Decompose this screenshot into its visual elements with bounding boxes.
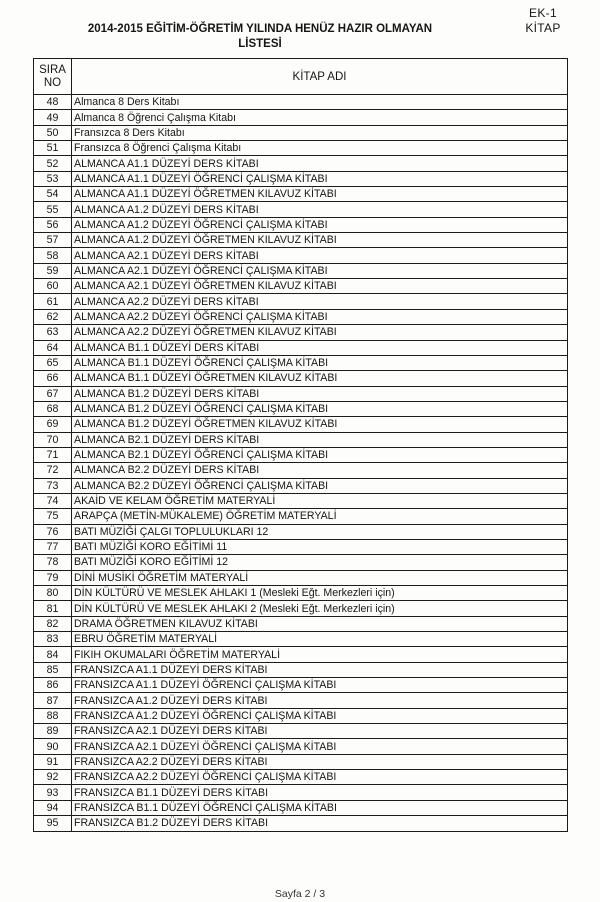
column-header-book-name: KİTAP ADI: [72, 59, 568, 95]
book-name: FRANSIZCA B1.1 DÜZEYİ DERS KİTABI: [72, 785, 568, 800]
row-number: 75: [34, 509, 72, 524]
row-number: 93: [34, 785, 72, 800]
table-row: [34, 355, 568, 370]
column-header-number: [34, 59, 72, 95]
row-number: 60: [34, 279, 72, 294]
book-name: ALMANCA B2.1 DÜZEYİ ÖĞRENCİ ÇALIŞMA KİTABI: [72, 447, 568, 462]
row-number: 80: [34, 586, 72, 601]
table-row: [34, 447, 568, 462]
book-name: FRANSIZCA B1.1 DÜZEYİ ÖĞRENCİ ÇALIŞMA KİTABI: [72, 800, 568, 815]
table-row: [34, 555, 568, 570]
table-row: [34, 493, 568, 508]
table-row: [34, 708, 568, 723]
row-number: 81: [34, 601, 72, 616]
column-header-number-line2: NO: [43, 76, 62, 89]
row-number: 62: [34, 309, 72, 324]
book-name: DİN KÜLTÜRÜ VE MESLEK AHLAKI 1 (Mesleki Eğt. Merkezleri için): [72, 586, 568, 601]
title-line2: LİSTESİ: [238, 38, 282, 50]
table-row: [34, 678, 568, 693]
row-number: 78: [34, 555, 72, 570]
book-name: FRANSIZCA A1.2 DÜZEYİ DERS KİTABI: [72, 693, 568, 708]
row-number: 55: [34, 202, 72, 217]
table-row: [34, 754, 568, 769]
book-name: ALMANCA B2.2 DÜZEYİ ÖĞRENCİ ÇALIŞMA KİTABI: [72, 478, 568, 493]
table-row: [34, 141, 568, 156]
book-name: ALMANCA B2.2 DÜZEYİ DERS KİTABI: [72, 463, 568, 478]
table-row: [34, 187, 568, 202]
book-name: ARAPÇA (METİN-MÜKALEME) ÖĞRETİM MATERYALİ: [72, 509, 568, 524]
book-name: ALMANCA A2.2 DÜZEYİ ÖĞRENCİ ÇALIŞMA KİTABI: [72, 309, 568, 324]
column-header-number-line1: SIRA: [39, 63, 66, 76]
row-number: 82: [34, 616, 72, 631]
table-row: [34, 509, 568, 524]
book-name: DİN KÜLTÜRÜ VE MESLEK AHLAKI 2 (Mesleki Eğt. Merkezleri için): [72, 601, 568, 616]
table-row: [34, 586, 568, 601]
annex-label-line1: EK-1: [529, 6, 557, 20]
book-name: ALMANCA A2.1 DÜZEYİ ÖĞRETMEN KILAVUZ KİTABI: [72, 279, 568, 294]
row-number: 59: [34, 263, 72, 278]
book-name: ALMANCA A1.2 DÜZEYİ ÖĞRETMEN KILAVUZ KİTABI: [72, 233, 568, 248]
table-row: [34, 570, 568, 585]
row-number: 92: [34, 770, 72, 785]
table-row: [34, 401, 568, 416]
row-number: 68: [34, 401, 72, 416]
table-row: [34, 417, 568, 432]
book-name: BATI MÜZİĞİ ÇALGI TOPLULUKLARI 12: [72, 524, 568, 539]
table-row: [34, 785, 568, 800]
book-name: FRANSIZCA A1.1 DÜZEYİ ÖĞRENCİ ÇALIŞMA KİTABI: [72, 678, 568, 693]
table-row: [34, 125, 568, 140]
table-row: [34, 524, 568, 539]
book-name: FRANSIZCA A1.1 DÜZEYİ DERS KİTABI: [72, 662, 568, 677]
book-name: ALMANCA A1.1 DÜZEYİ DERS KİTABI: [72, 156, 568, 171]
table-row: [34, 463, 568, 478]
row-number: 49: [34, 110, 72, 125]
row-number: 51: [34, 141, 72, 156]
book-name: DİNİ MUSİKİ ÖĞRETİM MATERYALİ: [72, 570, 568, 585]
book-name: BATI MÜZİĞİ KORO EĞİTİMİ 12: [72, 555, 568, 570]
book-name: ALMANCA A2.2 DÜZEYİ DERS KİTABI: [72, 294, 568, 309]
row-number: 67: [34, 386, 72, 401]
book-name: FRANSIZCA A2.1 DÜZEYİ DERS KİTABI: [72, 724, 568, 739]
table-row: [34, 601, 568, 616]
table-row: [34, 693, 568, 708]
row-number: 95: [34, 816, 72, 831]
book-name: ALMANCA B1.2 DÜZEYİ ÖĞRENCİ ÇALIŞMA KİTABI: [72, 401, 568, 416]
table-row: [34, 217, 568, 232]
table-row: [34, 248, 568, 263]
table-row: [34, 770, 568, 785]
book-name: FRANSIZCA A2.2 DÜZEYİ DERS KİTABI: [72, 754, 568, 769]
table-row: [34, 478, 568, 493]
row-number: 66: [34, 371, 72, 386]
book-name: FRANSIZCA A2.2 DÜZEYİ ÖĞRENCİ ÇALIŞMA KİTABI: [72, 770, 568, 785]
book-name: DRAMA ÖĞRETMEN KILAVUZ KİTABI: [72, 616, 568, 631]
table-row: [34, 95, 568, 110]
row-number: 63: [34, 325, 72, 340]
book-name: ALMANCA A2.1 DÜZEYİ DERS KİTABI: [72, 248, 568, 263]
book-name: Almanca 8 Öğrenci Çalışma Kitabı: [72, 110, 568, 125]
table-row: [34, 739, 568, 754]
table-row: [34, 386, 568, 401]
table-row: [34, 340, 568, 355]
table-row: [34, 616, 568, 631]
row-number: 50: [34, 125, 72, 140]
page-number: Sayfa 2 / 3: [274, 888, 326, 900]
book-list-table: [33, 58, 568, 832]
table-row: [34, 294, 568, 309]
row-number: 90: [34, 739, 72, 754]
row-number: 54: [34, 187, 72, 202]
row-number: 71: [34, 447, 72, 462]
table-row: [34, 632, 568, 647]
row-number: 79: [34, 570, 72, 585]
table-row: [34, 233, 568, 248]
book-name: ALMANCA B1.2 DÜZEYİ DERS KİTABI: [72, 386, 568, 401]
row-number: 72: [34, 463, 72, 478]
row-number: 87: [34, 693, 72, 708]
row-number: 65: [34, 355, 72, 370]
table-row: [34, 647, 568, 662]
book-name: FRANSIZCA A2.1 DÜZEYİ ÖĞRENCİ ÇALIŞMA KİTABI: [72, 739, 568, 754]
table-row: [34, 662, 568, 677]
row-number: 73: [34, 478, 72, 493]
table-row: [34, 110, 568, 125]
book-name: ALMANCA B1.2 DÜZEYİ ÖĞRETMEN KILAVUZ KİTABI: [72, 417, 568, 432]
row-number: 70: [34, 432, 72, 447]
page-title: [20, 22, 500, 52]
table-header: [34, 59, 568, 95]
table-row: [34, 371, 568, 386]
book-name: ALMANCA B1.1 DÜZEYİ ÖĞRENCİ ÇALIŞMA KİTABI: [72, 355, 568, 370]
row-number: 52: [34, 156, 72, 171]
table-row: [34, 539, 568, 554]
row-number: 76: [34, 524, 72, 539]
book-name: ALMANCA B1.1 DÜZEYİ DERS KİTABI: [72, 340, 568, 355]
row-number: 69: [34, 417, 72, 432]
table-header-row: [34, 59, 568, 95]
book-name: ALMANCA A1.1 DÜZEYİ ÖĞRETMEN KILAVUZ KİTABI: [72, 187, 568, 202]
book-name: AKAİD VE KELAM ÖĞRETİM MATERYALİ: [72, 493, 568, 508]
book-name: FIKIH OKUMALARI ÖĞRETİM MATERYALİ: [72, 647, 568, 662]
title-line1: 2014-2015 EĞİTİM-ÖĞRETİM YILINDA HENÜZ HAZIR OLMAYAN: [87, 23, 433, 35]
table-row: [34, 171, 568, 186]
book-name: ALMANCA A1.2 DÜZEYİ DERS KİTABI: [72, 202, 568, 217]
row-number: 53: [34, 171, 72, 186]
table-row: [34, 432, 568, 447]
book-name: ALMANCA A2.1 DÜZEYİ ÖĞRENCİ ÇALIŞMA KİTABI: [72, 263, 568, 278]
table-row: [34, 309, 568, 324]
row-number: 56: [34, 217, 72, 232]
book-name: EBRU ÖĞRETİM MATERYALİ: [72, 632, 568, 647]
book-name: ALMANCA A2.2 DÜZEYİ ÖĞRETMEN KILAVUZ KİTABI: [72, 325, 568, 340]
row-number: 83: [34, 632, 72, 647]
row-number: 48: [34, 95, 72, 110]
row-number: 58: [34, 248, 72, 263]
table-row: [34, 816, 568, 831]
book-name: ALMANCA A1.2 DÜZEYİ ÖĞRENCİ ÇALIŞMA KİTABI: [72, 217, 568, 232]
table-row: [34, 279, 568, 294]
table-body: [34, 95, 568, 832]
table-row: [34, 156, 568, 171]
book-name: BATI MÜZİĞİ KORO EĞİTİMİ 11: [72, 539, 568, 554]
book-name: ALMANCA B2.1 DÜZEYİ DERS KİTABI: [72, 432, 568, 447]
row-number: 57: [34, 233, 72, 248]
book-name: ALMANCA A1.1 DÜZEYİ ÖĞRENCİ ÇALIŞMA KİTABI: [72, 171, 568, 186]
table-row: [34, 800, 568, 815]
annex-label: [512, 6, 574, 36]
row-number: 89: [34, 724, 72, 739]
table-row: [34, 202, 568, 217]
row-number: 84: [34, 647, 72, 662]
book-name: ALMANCA B1.1 DÜZEYİ ÖĞRETMEN KILAVUZ KİTABI: [72, 371, 568, 386]
row-number: 86: [34, 678, 72, 693]
table-row: [34, 724, 568, 739]
book-name: Fransızca 8 Ders Kitabı: [72, 125, 568, 140]
row-number: 85: [34, 662, 72, 677]
row-number: 77: [34, 539, 72, 554]
row-number: 88: [34, 708, 72, 723]
row-number: 61: [34, 294, 72, 309]
table-row: [34, 325, 568, 340]
book-name: Fransızca 8 Öğrenci Çalışma Kitabı: [72, 141, 568, 156]
book-name: FRANSIZCA A1.2 DÜZEYİ ÖĞRENCİ ÇALIŞMA KİTABI: [72, 708, 568, 723]
annex-label-line2: KİTAP: [525, 21, 561, 35]
row-number: 94: [34, 800, 72, 815]
row-number: 64: [34, 340, 72, 355]
table-row: [34, 263, 568, 278]
row-number: 74: [34, 493, 72, 508]
book-name: Almanca 8 Ders Kitabı: [72, 95, 568, 110]
row-number: 91: [34, 754, 72, 769]
book-name: FRANSIZCA B1.2 DÜZEYİ DERS KİTABI: [72, 816, 568, 831]
